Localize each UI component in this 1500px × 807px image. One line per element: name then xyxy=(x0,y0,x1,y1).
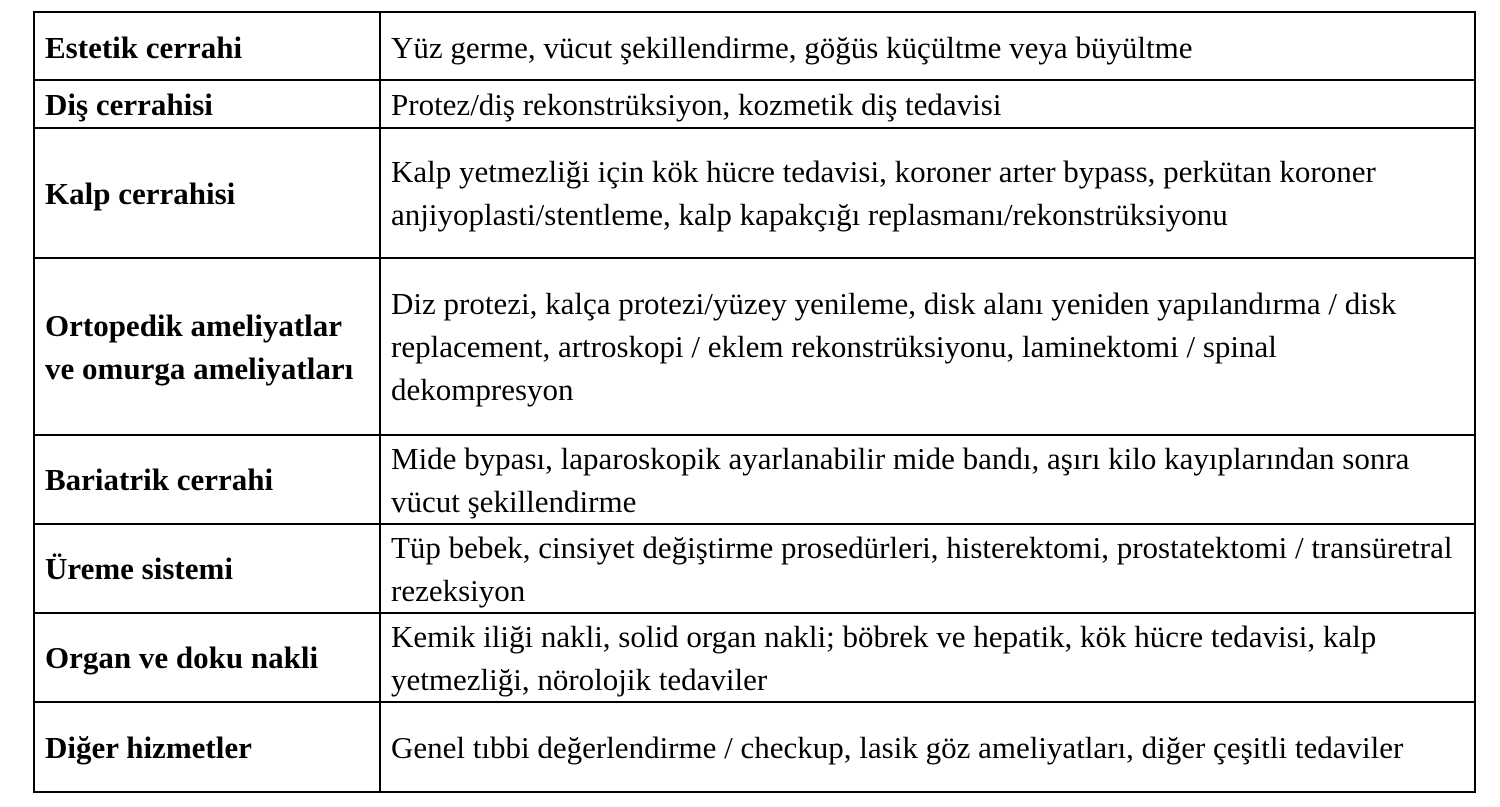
procedures-table xyxy=(33,11,1476,793)
category-cell: Estetik cerrahi xyxy=(34,12,380,80)
clipped-title-area xyxy=(0,0,1500,8)
table-row xyxy=(34,80,1475,128)
table-row xyxy=(34,12,1475,80)
category-cell: Diğer hizmetler xyxy=(34,702,380,792)
category-cell: Organ ve doku nakli xyxy=(34,613,380,702)
table-row xyxy=(34,435,1475,524)
table-row xyxy=(34,524,1475,613)
category-cell: Ortopedik ameliyatlar ve omurga ameliyatları xyxy=(34,258,380,435)
table-row xyxy=(34,128,1475,258)
table-row xyxy=(34,613,1475,702)
table-row xyxy=(34,702,1475,792)
category-cell: Diş cerrahisi xyxy=(34,80,380,128)
description-cell: Tüp bebek, cinsiyet değiştirme prosedürleri, histerektomi, prostatektomi / transüretral rezeksiyon xyxy=(380,524,1475,613)
description-cell: Mide bypası, laparoskopik ayarlanabilir mide bandı, aşırı kilo kayıplarından sonra vücut şekillendirme xyxy=(380,435,1475,524)
description-cell: Yüz germe, vücut şekillendirme, göğüs küçültme veya büyültme xyxy=(380,12,1475,80)
category-cell: Kalp cerrahisi xyxy=(34,128,380,258)
table-row xyxy=(34,258,1475,435)
category-cell: Üreme sistemi xyxy=(34,524,380,613)
category-cell: Bariatrik cerrahi xyxy=(34,435,380,524)
description-cell: Protez/diş rekonstrüksiyon, kozmetik diş tedavisi xyxy=(380,80,1475,128)
description-cell: Kalp yetmezliği için kök hücre tedavisi, koroner arter bypass, perkütan koroner anjiyoplasti/stentleme, kalp kapakçığı replasmanı/rekonstrüksiyonu xyxy=(380,128,1475,258)
description-cell: Genel tıbbi değerlendirme / checkup, lasik göz ameliyatları, diğer çeşitli tedaviler xyxy=(380,702,1475,792)
description-cell: Diz protezi, kalça protezi/yüzey yenileme, disk alanı yeniden yapılandırma / disk replacement, artroskopi / eklem rekonstrüksiyonu, laminektomi / spinal dekompresyon xyxy=(380,258,1475,435)
description-cell: Kemik iliği nakli, solid organ nakli; böbrek ve hepatik, kök hücre tedavisi, kalp yetmezliği, nörolojik tedaviler xyxy=(380,613,1475,702)
